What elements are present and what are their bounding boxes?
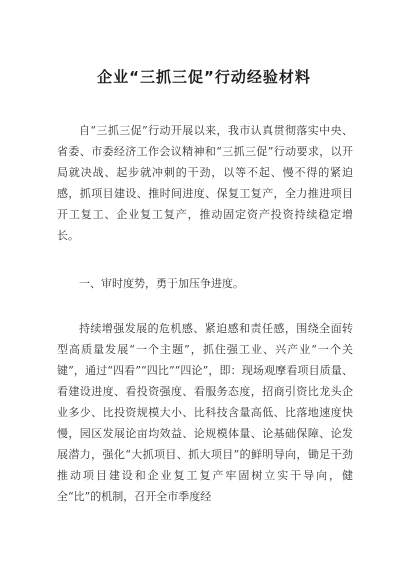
section-paragraph-1: 持续增强发展的危机感、紧迫感和责任感，围绕全面转型高质量发展“一个主题”，抓住强工业、兴产业“一个关键”，通过“四看”“四比”“四论”，即：现场观摩看项目质量、看建设进度、看投资强度、看服务态度，招商引资比龙头企业多少、比投资规模大小、比科技含量高低、比落地速度快慢，园区发展论亩均效益、论规模体量、论基础保障、论发展潜力，强化“大抓项目、抓大项目”的鲜明导向，锄足干劲推动项目建设和企业复工复产牢固树立实干导向，健全“比”的机制，召开全市季度经 <box>57 322 353 503</box>
section-heading-1: 一、审时度势，勇于加压争进度。 <box>79 277 244 290</box>
document-title: 企业“三抓三促”行动经验材料 <box>97 68 311 86</box>
intro-paragraph: 自“三抓三促”行动开展以来，我市认真贯彻落实中央、省委、市委经济工作会议精神和“三抓三促”行动要求，以开局就决战、起步就冲刺的干劲，以等不起、慢不得的紧迫感，抓项目建设、推时间进度、保复工复产，全力推进项目开工复工、企业复工复产，推动固定资产投资持续稳定增长。 <box>57 124 353 242</box>
